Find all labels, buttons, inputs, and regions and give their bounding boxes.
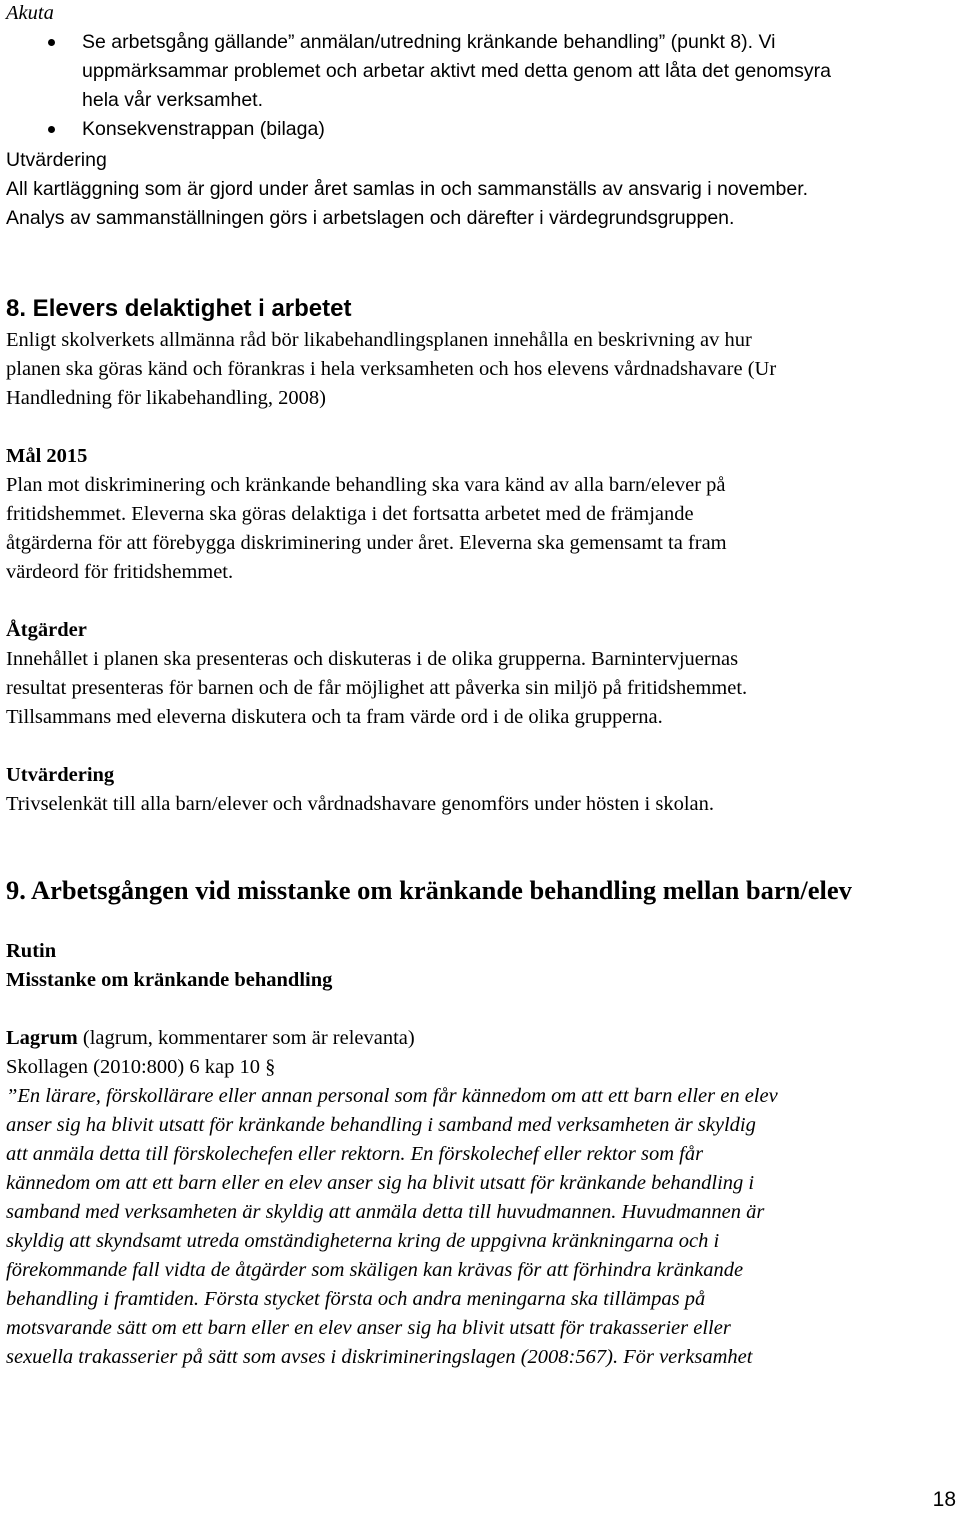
akuta-heading: Akuta: [6, 2, 54, 24]
section-8-utvardering-heading: Utvärdering: [6, 764, 115, 786]
section-8-utvardering-text: [6, 790, 958, 819]
bullet-line: uppmärksammar problemet och arbetar aktivt med detta genom att låta det genomsyra: [82, 60, 831, 82]
text-line: Analys av sammanställningen görs i arbetslagen och därefter i värdegrundsgruppen.: [6, 207, 735, 229]
akuta-bullet-list: [6, 28, 958, 144]
mal-heading: Mål 2015: [6, 445, 88, 467]
akuta-section: [6, 0, 958, 233]
atgarder-text: [6, 645, 958, 732]
section-8-intro: [6, 326, 958, 413]
quote-line: behandling i framtiden. Första stycket första och andra meningarna ska tillämpas på: [6, 1288, 706, 1310]
bullet-line: Se arbetsgång gällande” anmälan/utredning kränkande behandling” (punkt 8). Vi: [82, 31, 776, 53]
misstanke-heading: Misstanke om kränkande behandling: [6, 969, 333, 991]
section-9: [6, 873, 958, 1372]
quote-line: motsvarande sätt om ett barn eller en elev anser sig ha blivit utsatt för trakasserier eller: [6, 1317, 731, 1339]
text-line: Handledning för likabehandling, 2008): [6, 387, 326, 409]
quote-line: ”En lärare, förskollärare eller annan personal som får kännedom om att ett barn eller en elev: [6, 1085, 778, 1107]
akuta-utvardering-heading: Utvärdering: [6, 149, 107, 171]
page-number: 18: [932, 1488, 956, 1511]
text-line: All kartläggning som är gjord under året samlas in och sammanställs av ansvarig i november.: [6, 178, 809, 200]
quote-line: sexuella trakasserier på sätt som avses i diskrimineringslagen (2008:567). För verksamhet: [6, 1346, 753, 1368]
lagrum-line: [6, 1024, 958, 1053]
text-line: fritidshemmet. Eleverna ska göras delaktiga i det fortsatta arbetet med de främjande: [6, 503, 694, 525]
law-quote: [6, 1082, 958, 1372]
rutin-heading: Rutin: [6, 940, 57, 962]
bullet-dot-icon: [48, 126, 55, 133]
text-line: åtgärderna för att förebygga diskriminering under året. Eleverna ska gemensamt ta fram: [6, 532, 727, 554]
text-line: Trivselenkät till alla barn/elever och vårdnadshavare genomförs under hösten i skolan.: [6, 793, 714, 815]
text-line: Enligt skolverkets allmänna råd bör likabehandlingsplanen innehålla en beskrivning av hur: [6, 329, 752, 351]
lagrum-note: (lagrum, kommentarer som är relevanta): [77, 1027, 415, 1049]
quote-line: skyldig att skyndsamt utreda omständigheterna kring de uppgivna kränkningarna och i: [6, 1230, 720, 1252]
text-line: Innehållet i planen ska presenteras och diskuteras i de olika grupperna. Barnintervjuernas: [6, 648, 739, 670]
section-8: [6, 294, 958, 819]
quote-line: kännedom om att ett barn eller en elev anser sig ha blivit utsatt för kränkande behandling i: [6, 1172, 755, 1194]
section-9-heading: 9. Arbetsgången vid misstanke om kränkande behandling mellan barn/elev: [6, 875, 852, 905]
quote-line: samband med verksamheten är skyldig att anmäla detta till huvudmannen. Huvudmannen är: [6, 1201, 765, 1223]
quote-line: anser sig ha blivit utsatt för kränkande behandling i samband med verksamheten är skyldig: [6, 1114, 756, 1136]
lagrum-label: Lagrum: [6, 1027, 78, 1049]
mal-text: [6, 471, 958, 587]
bullet-item: [6, 115, 958, 144]
document-page: [6, 0, 958, 1372]
text-line: planen ska göras känd och förankras i hela verksamheten och hos elevens vårdnadshavare (Ur: [6, 358, 777, 380]
akuta-utvardering-text: [6, 175, 958, 233]
section-8-heading: 8. Elevers delaktighet i arbetet: [6, 295, 352, 322]
bullet-line: hela vår verksamhet.: [82, 89, 263, 111]
bullet-dot-icon: [48, 39, 55, 46]
skollagen-reference: Skollagen (2010:800) 6 kap 10 §: [6, 1056, 276, 1078]
text-line: värdeord för fritidshemmet.: [6, 561, 234, 583]
text-line: resultat presenteras för barnen och de får möjlighet att påverka sin miljö på fritidshemmet.: [6, 677, 748, 699]
quote-line: att anmäla detta till förskolechefen eller rektorn. En förskolechef eller rektor som får: [6, 1143, 704, 1165]
text-line: Tillsammans med eleverna diskutera och ta fram värde ord i de olika grupperna.: [6, 706, 663, 728]
atgarder-heading: Åtgärder: [6, 619, 87, 641]
bullet-line: Konsekvenstrappan (bilaga): [82, 118, 325, 140]
quote-line: förekommande fall vidta de åtgärder som skäligen kan krävas för att förhindra kränkande: [6, 1259, 744, 1281]
text-line: Plan mot diskriminering och kränkande behandling ska vara känd av alla barn/elever på: [6, 474, 726, 496]
bullet-item: [6, 28, 958, 115]
